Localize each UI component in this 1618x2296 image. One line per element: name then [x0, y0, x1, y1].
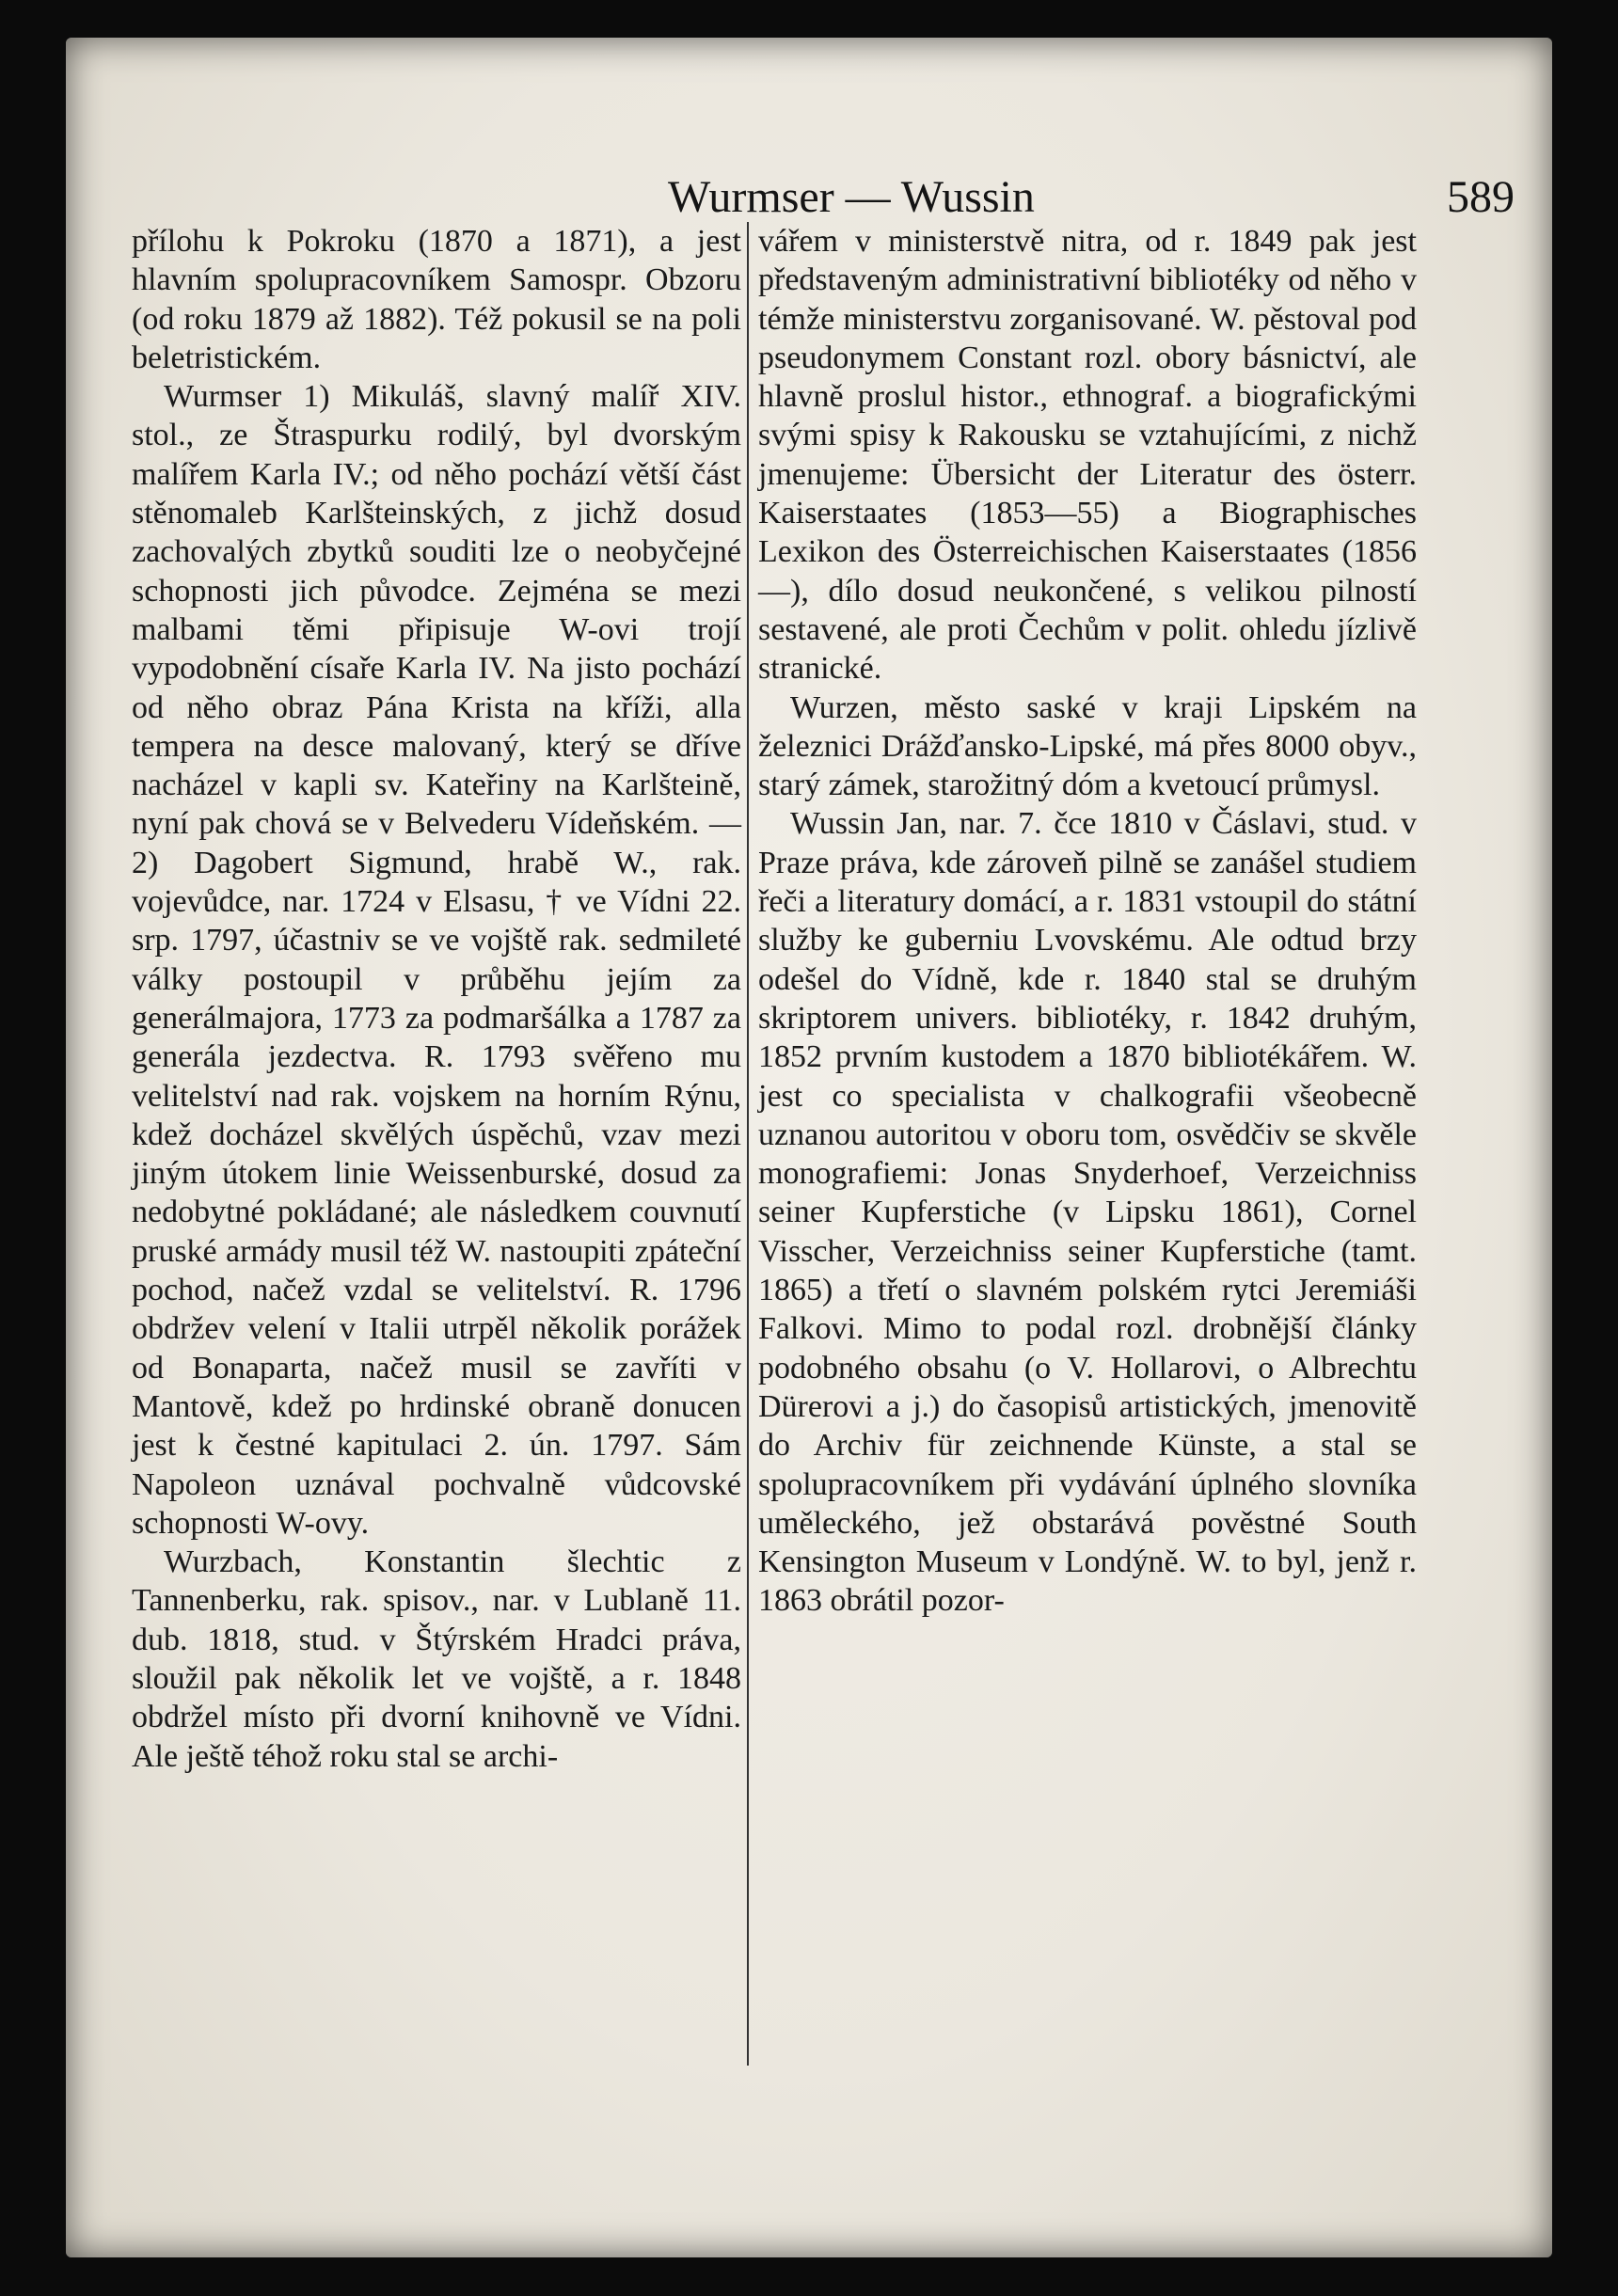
header-title: Wurmser — Wussin: [668, 172, 1035, 222]
entry-wurzen: Wurzen, město saské v kraji Lipském na železnici Drážďansko-Lipské, má přes 8000 obyv., starý zámek, starožitný dóm a kvetoucí průmysl.: [758, 689, 1417, 803]
left-column: [132, 222, 741, 1776]
paragraph-continuation-right: vářem v ministerstvě nitra, od r. 1849 pak jest představeným administrativní bibliotéky od něho v témže ministerstvu zorganisované. W. pěstoval pod pseudonymem Constant rozl. obory básnictví, ale hlavně proslul histor., ethnograf. a biografickými svými spisy k Rakousku se vztahujícími, z nichž jmenujeme: Übersicht der Literatur des österr. Kaiserstaates (1853—55) a Biographisches Lexikon des Österreichischen Kaiserstaates (1856—), dílo dosud neukončené, s velikou pilností sestavené, ale proti Čechům v polit. ohledu jízlivě stranické.: [758, 224, 1417, 687]
entry-wussin: Wussin Jan, nar. 7. čce 1810 v Čáslavi, stud. v Praze práva, kde zároveň pilně se zanášel studiem řeči a literatury domácí, a r. 1831 vstoupil do státní služby ke guberniu Lvovskému. Ale odtud brzy odešel do Vídně, kde r. 1840 stal se druhým skriptorem univers. bibliotéky, r. 1842 druhým, 1852 prvním kustodem a 1870 bibliotékářem. W. jest co specialista v chalkografii všeobecně uznanou autoritou v oboru tom, osvědčiv se skvěle monografiemi: Jonas Snyderhoef, Verzeichniss seiner Kupferstiche (v Lipsku 1861), Cornel Visscher, Verzeichniss seiner Kupferstiche (tamt. 1865) a třetí o slavném polském rytci Jeremiáši Falkovi. Mimo to podal rozl. drobnější články podobného obsahu (o V. Hollarovi, o Albrechtu Dürerovi a j.) do časopisů artistických, jmenovitě do Archiv für zeichnende Künste, a stal se spolupracovníkem při vydávání úplného slovníka uměleckého, jež obstarává pověstné South Kensington Museum v Londýně. W. to byl, jenž r. 1863 obrátil pozor-: [758, 806, 1417, 1619]
column-divider: [747, 222, 749, 2066]
entry-wurmser: Wurmser 1) Mikuláš, slavný malíř XIV. stol., ze Štraspurku rodilý, byl dvorským malířem Karla IV.; od něho pochází větší část stěnomaleb Karlšteinských, z jichž dosud zachovalých zbytků souditi lze o neobyčejné schopnosti jich původce. Zejména se mezi malbami těmi připisuje W-ovi trojí vypodobnění císaře Karla IV. Na jisto pochází od něho obraz Pána Krista na kříži, alla tempera na desce malovaný, který se dříve nacházel v kapli sv. Kateřiny na Karlšteině, nyní pak chová se v Belvederu Vídeňském. — 2) Dagobert Sigmund, hrabě W., rak. vojevůdce, nar. 1724 v Elsasu, † ve Vídni 22. srp. 1797, účastniv se ve vojště rak. sedmileté války postoupil v průběhu jejím za generálmajora, 1773 za podmaršálka a 1787 za generála jezdectva. R. 1793 svěřeno mu velitelství nad rak. vojskem na horním Rýnu, kdež docházel skvělých úspěchů, vzav mezi jiným útokem linie Weissenburské, dosud za nedobytné pokládané; ale následkem couvnutí pruské armády musil též W. nastoupiti zpáteční pochod, načež vzdal se velitelství. R. 1796 obdržev velení v Italii utrpěl několik porážek od Bonaparta, načež musil se zavříti v Mantově, kdež po hrdinské obraně donucen jest k čestné kapitulaci 2. ún. 1797. Sám Napoleon uznával pochvalně vůdcovské schopnosti W-ovy.: [132, 379, 741, 1541]
paragraph-continuation: přílohu k Pokroku (1870 a 1871), a jest hlavním spolupracovníkem Samospr. Obzoru (od roku 1879 až 1882). Též pokusil se na poli beletristickém.: [132, 224, 741, 375]
right-column: [758, 222, 1417, 1621]
running-header: [254, 169, 1515, 226]
page-number: 589: [1447, 172, 1515, 222]
entry-wurzbach: Wurzbach, Konstantin šlechtic z Tannenberku, rak. spisov., nar. v Lublaně 11. dub. 1818, stud. v Štýrském Hradci práva, sloužil pak několik let ve vojště, a r. 1848 obdržel místo při dvorní knihovně ve Vídni. Ale ještě téhož roku stal se archi-: [132, 1544, 741, 1774]
